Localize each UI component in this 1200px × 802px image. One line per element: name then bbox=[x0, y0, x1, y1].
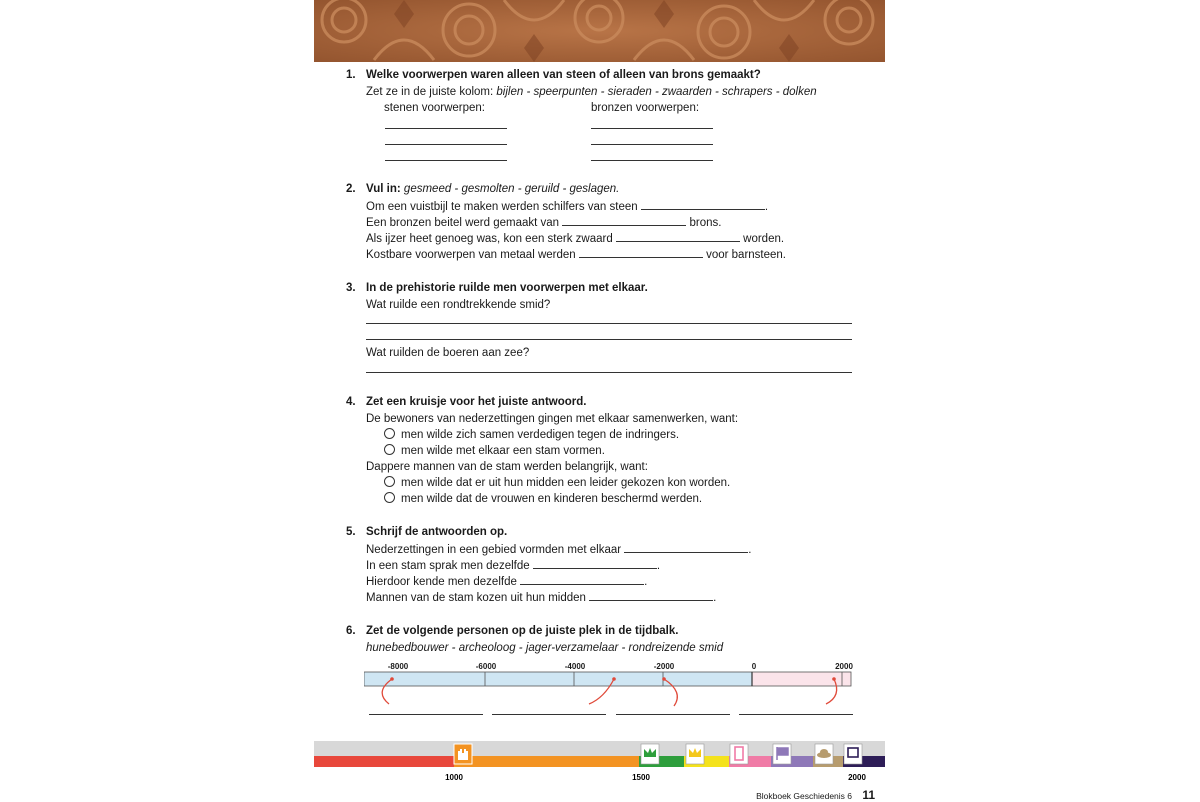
option[interactable]: men wilde zich samen verdedigen tegen de indringers. bbox=[384, 427, 679, 443]
option[interactable]: men wilde dat de vrouwen en kinderen beschermd werden. bbox=[384, 491, 702, 507]
era-segment bbox=[454, 756, 639, 767]
sentence: In een stam sprak men dezelfde . bbox=[366, 557, 660, 574]
hat-icon bbox=[815, 744, 833, 764]
word-list: hunebedbouwer - archeoloog - jager-verzamelaar - rondreizende smid bbox=[366, 642, 724, 654]
question-number: 5. bbox=[346, 526, 356, 538]
answer-line[interactable] bbox=[385, 128, 507, 129]
timeline-label: -4000 bbox=[564, 662, 586, 671]
answer-line[interactable] bbox=[366, 372, 852, 373]
answer-blank[interactable] bbox=[589, 589, 713, 601]
answer-blank[interactable] bbox=[520, 573, 644, 585]
timeline-label: -6000 bbox=[475, 662, 497, 671]
era-label: 1000 bbox=[445, 773, 463, 782]
answer-blank[interactable] bbox=[562, 214, 686, 226]
dot-icon bbox=[832, 677, 836, 681]
timeline-label: 0 bbox=[751, 662, 757, 671]
question-number: 3. bbox=[346, 282, 356, 294]
answer-line[interactable] bbox=[591, 160, 713, 161]
prompt: De bewoners van nederzettingen gingen met elkaar samenwerken, want: bbox=[366, 413, 739, 425]
question-title: Schrijf de antwoorden op. bbox=[366, 526, 508, 538]
answer-line[interactable] bbox=[739, 714, 853, 715]
timeline-label: 2000 bbox=[835, 662, 853, 671]
question-title: Zet een kruisje voor het juiste antwoord. bbox=[366, 396, 587, 408]
era-segment bbox=[314, 756, 454, 767]
era-timeline-bar bbox=[314, 741, 885, 787]
answer-line[interactable] bbox=[616, 714, 730, 715]
sub-question: Wat ruilde een rondtrekkende smid? bbox=[366, 299, 551, 311]
answer-line[interactable] bbox=[369, 714, 483, 715]
question-number: 6. bbox=[346, 625, 356, 637]
ornament-pattern-icon bbox=[314, 0, 885, 62]
question-number: 1. bbox=[346, 69, 356, 81]
bottle-icon bbox=[730, 744, 748, 764]
answer-blank[interactable] bbox=[624, 541, 748, 553]
answer-line[interactable] bbox=[385, 144, 507, 145]
timeline-label: -2000 bbox=[653, 662, 675, 671]
question-title: Vul in: gesmeed - gesmolten - geruild - geslagen. bbox=[366, 183, 620, 195]
era-label: 1500 bbox=[632, 773, 650, 782]
answer-line[interactable] bbox=[591, 144, 713, 145]
page-number: 11 bbox=[862, 788, 875, 802]
sentence: Hierdoor kende men dezelfde . bbox=[366, 573, 647, 590]
question-number: 4. bbox=[346, 396, 356, 408]
answer-blank[interactable] bbox=[533, 557, 657, 569]
sentence: Om een vuistbijl te maken werden schilfers van steen . bbox=[366, 198, 768, 215]
answer-blank[interactable] bbox=[579, 246, 703, 258]
column-label-bronze: bronzen voorwerpen: bbox=[591, 102, 700, 114]
book-title: Blokboek Geschiedenis 6 bbox=[756, 791, 852, 801]
prompt: Dappere mannen van de stam werden belangrijk, want: bbox=[366, 461, 648, 473]
sentence: Als ijzer heet genoeg was, kon een sterk zwaard worden. bbox=[366, 230, 784, 247]
instruction: Zet ze in de juiste kolom: bijlen - speerpunten - sieraden - zwaarden - schrapers - dolken bbox=[366, 86, 817, 98]
timeline-label: -8000 bbox=[387, 662, 409, 671]
workbook-page bbox=[314, 0, 885, 800]
sentence: Een bronzen beitel werd gemaakt van brons. bbox=[366, 214, 721, 231]
answer-blank[interactable] bbox=[641, 198, 765, 210]
flag-icon bbox=[773, 744, 791, 764]
answer-blank[interactable] bbox=[616, 230, 740, 242]
decorative-banner bbox=[314, 0, 885, 62]
radio-circle-icon[interactable] bbox=[384, 428, 395, 439]
dot-icon bbox=[612, 677, 616, 681]
era-label: 2000 bbox=[848, 773, 866, 782]
castle-icon bbox=[454, 744, 472, 764]
crown-icon bbox=[641, 744, 659, 764]
sentence: Mannen van de stam kozen uit hun midden . bbox=[366, 589, 716, 606]
timeline-bc-segment bbox=[364, 672, 752, 686]
dot-icon bbox=[662, 677, 666, 681]
screen-icon bbox=[844, 744, 862, 764]
radio-circle-icon[interactable] bbox=[384, 492, 395, 503]
answer-line[interactable] bbox=[591, 128, 713, 129]
dot-icon bbox=[390, 677, 394, 681]
option[interactable]: men wilde dat er uit hun midden een leider gekozen kon worden. bbox=[384, 475, 730, 491]
radio-circle-icon[interactable] bbox=[384, 476, 395, 487]
radio-circle-icon[interactable] bbox=[384, 444, 395, 455]
sub-question: Wat ruilden de boeren aan zee? bbox=[366, 347, 530, 359]
question-title: In de prehistorie ruilde men voorwerpen met elkaar. bbox=[366, 282, 648, 294]
timeline bbox=[364, 670, 864, 720]
answer-line[interactable] bbox=[366, 323, 852, 324]
answer-line[interactable] bbox=[492, 714, 606, 715]
sentence: Kostbare voorwerpen van metaal werden voor barnsteen. bbox=[366, 246, 786, 263]
column-label-stone: stenen voorwerpen: bbox=[384, 102, 486, 114]
answer-line[interactable] bbox=[385, 160, 507, 161]
question-number: 2. bbox=[346, 183, 356, 195]
crown-icon bbox=[686, 744, 704, 764]
sentence: Nederzettingen in een gebied vormden met elkaar . bbox=[366, 541, 751, 558]
option[interactable]: men wilde met elkaar een stam vormen. bbox=[384, 443, 605, 459]
answer-line[interactable] bbox=[366, 339, 852, 340]
question-title: Welke voorwerpen waren alleen van steen of alleen van brons gemaakt? bbox=[366, 69, 761, 81]
question-title: Zet de volgende personen op de juiste plek in de tijdbalk. bbox=[366, 625, 679, 637]
